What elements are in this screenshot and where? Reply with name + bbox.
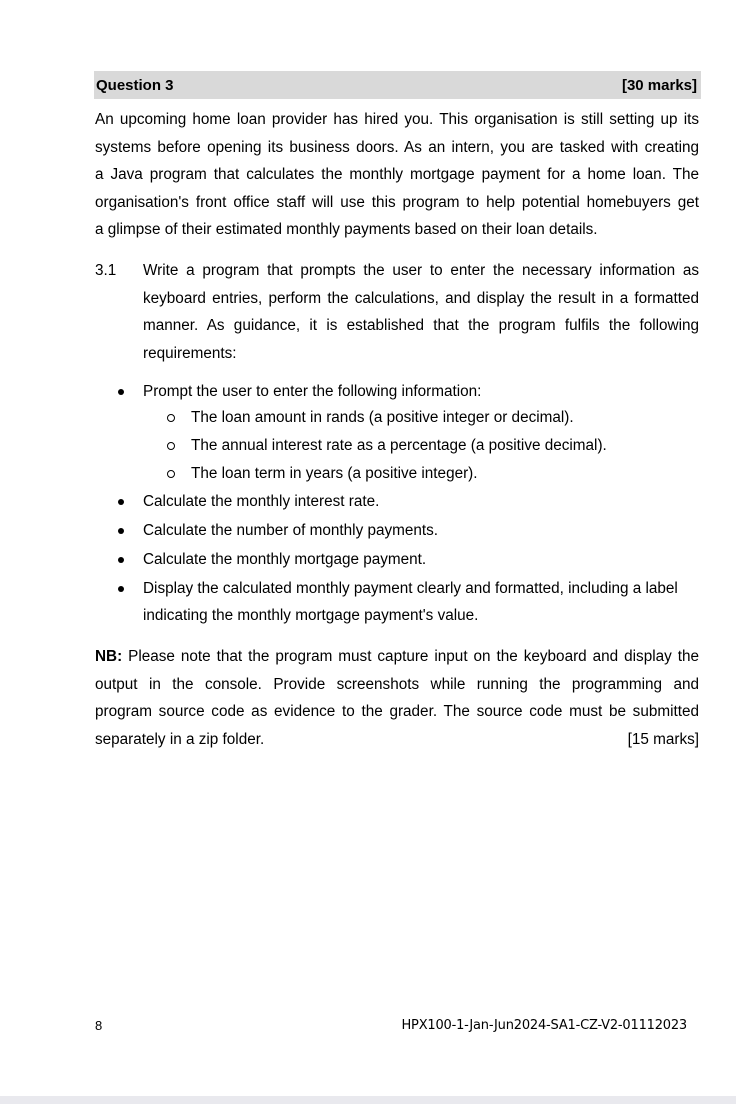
document-code: HPX100-1-Jan-Jun2024-SA1-CZ-V2-01112023 [401, 1018, 687, 1033]
sub-list-item-text: The loan amount in rands (a positive integer or decimal). [191, 409, 574, 426]
subquestion-text [143, 257, 699, 367]
note-label: NB: [95, 648, 123, 665]
intro-line: organisation's front office staff will use this program to help potential homebuyers get [95, 193, 699, 211]
sub-list-item [0, 432, 736, 460]
intro-line: systems before opening its business doors. As an intern, you are tasked with creating [95, 138, 699, 156]
sub-list-item-text: The loan term in years (a positive integer). [191, 465, 478, 482]
note-line [95, 643, 699, 671]
intro-line: An upcoming home loan provider has hired you. This organisation is still setting up its [95, 111, 699, 128]
list-item-text: Display the calculated monthly payment clearly and formatted, including a label [143, 580, 678, 597]
note-text: separately in a zip folder. [95, 730, 265, 748]
bullet-icon [118, 499, 124, 505]
question-header [94, 71, 701, 99]
list-item [0, 546, 736, 574]
circle-bullet-icon [167, 442, 175, 450]
subquestion-line: requirements: [143, 344, 237, 362]
note-text: Please note that the program must capture input on the keyboard and display the [122, 648, 699, 665]
subquestion-line: keyboard entries, perform the calculations, and display the result in a formatted [143, 289, 699, 307]
list-item [0, 517, 736, 545]
sub-list-item-text: The annual interest rate as a percentage (a positive decimal). [191, 437, 607, 454]
list-item-text: Calculate the monthly mortgage payment. [143, 551, 427, 568]
bullet-icon [118, 586, 124, 592]
note-line: program source code as evidence to the grader. The source code must be submitted [95, 703, 699, 720]
viewer-bottom-strip [0, 1096, 736, 1104]
sub-list-item [0, 460, 736, 488]
list-item-text: Calculate the number of monthly payments. [143, 522, 439, 539]
question-marks: [30 marks] [621, 76, 697, 94]
bullet-icon [118, 528, 124, 534]
note-paragraph [95, 643, 699, 753]
page-number: 8 [95, 1018, 103, 1033]
note-line [95, 726, 699, 754]
bullet-icon [118, 557, 124, 563]
list-item-continuation [0, 602, 736, 630]
intro-line: a Java program that calculates the monthly mortgage payment for a home loan. The [95, 166, 699, 183]
sub-list-item [0, 404, 736, 432]
intro-line: a glimpse of their estimated monthly payments based on their loan details. [95, 221, 598, 238]
bullet-icon [118, 389, 124, 395]
list-item-text: Calculate the monthly interest rate. [143, 493, 380, 510]
subquestion-line: Write a program that prompts the user to enter the necessary information as [143, 262, 699, 279]
note-line: output in the console. Provide screenshots while running the programming and [95, 675, 699, 693]
list-item-text: indicating the monthly mortgage payment's value. [143, 607, 479, 624]
list-item [0, 378, 736, 406]
intro-paragraph [95, 106, 699, 244]
circle-bullet-icon [167, 470, 175, 478]
list-item-text: Prompt the user to enter the following information: [143, 383, 482, 400]
list-item [0, 575, 736, 603]
note-marks: [15 marks] [627, 730, 699, 748]
circle-bullet-icon [167, 414, 175, 422]
subquestion-number: 3.1 [95, 262, 117, 279]
list-item [0, 488, 736, 516]
question-title: Question 3 [96, 76, 174, 94]
subquestion-line: manner. As guidance, it is established that the program fulfils the following [143, 317, 699, 334]
